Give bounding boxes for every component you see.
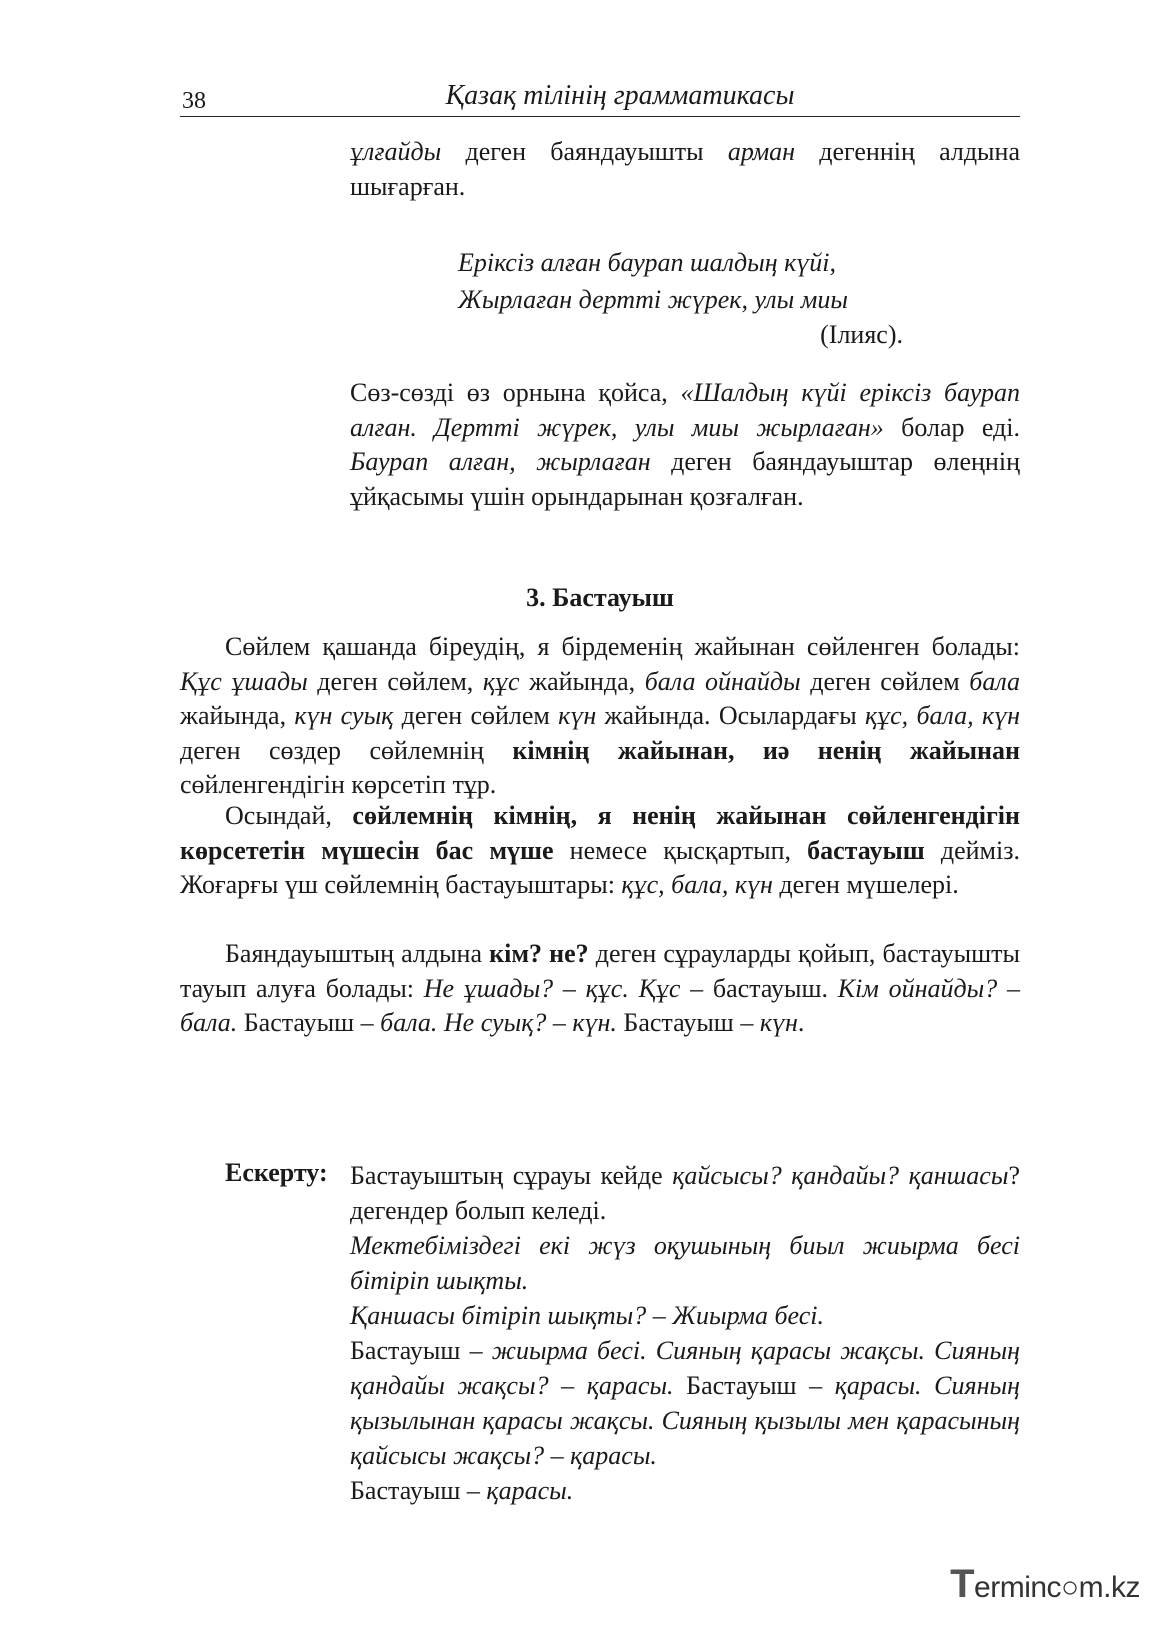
note-example: Мектебіміздегі екі жүз оқушының биыл жиырма бесі бітіріп шықты. [350, 1231, 1020, 1295]
note-body [350, 1158, 1020, 1508]
note-label: Ескерту: [225, 1158, 328, 1187]
section-heading: 3. Бастауыш [526, 583, 674, 612]
paragraph-word-order: Сөз-сөзді өз орнына қойса, «Шалдың күйі еріксіз баурап алған. Дертті жүрек, улы миы жырлаған» болар еді. Баурап алған, жырлаған деген баяндауыштар өлеңнің ұйқасымы үшін орындарынан қозғалған. [350, 378, 1020, 511]
poem-line-1: Еріксіз алған баурап шалдың күйі, [458, 248, 837, 277]
paragraph-subject-question: Баяндауыштың алдына кім? не? деген сұрауларды қойып, бастауышты тауып алуға болады: Не ұшады? – құс. Құс – бастауыш. Кім ойнайды? – бала. Бастауыш – бала. Не суық? – күн. Бастауыш – күн. [180, 939, 1020, 1037]
running-title: Қазақ тілінің грамматикасы [445, 80, 795, 111]
paragraph-predicate-move: ұлғайды деген баяндауышты арман дегеннің алдына шығарған. [350, 137, 1020, 201]
poem-author: (Ілияс). [820, 320, 903, 349]
watermark-logo: Terminc○m.kz [950, 1562, 1140, 1606]
page-number: 38 [182, 88, 206, 114]
note-example: Бастауыш – қарасы. [350, 1476, 574, 1505]
paragraph-subject-definition: Сөйлем қашанда біреудің, я бірдеменің жайынан сөйленген болады: Құс ұшады деген сөйлем, құс жайында, бала ойнайды деген сөйлем бала жайында, күн суық деген сөйлем күн жайында. Осылардағы құс, бала, күн деген сөздер сөйлемнің кімнің жайынан, иә ненің жайынан сөйленгендігін көрсетіп тұр. [180, 632, 1021, 799]
page-header [180, 78, 1020, 117]
note-line: Бастауыштың сұрауы кейде қайсысы? қандайы? қаншасы? дегендер болып келеді. [350, 1161, 1020, 1225]
note-example: Қаншасы бітіріп шықты? – Жиырма бесі. [350, 1301, 825, 1330]
paragraph-subject-term: Осындай, сөйлемнің кімнің, я ненің жайынан сөйленгендігін көрсететін мүшесін бас мүше немесе қысқартып, бастауыш дейміз. Жоғарғы үш сөйлемнің бастауыштары: құс, бала, күн деген мүшелері. [180, 801, 1020, 899]
note-example: Бастауыш – жиырма бесі. Сияның қарасы жақсы. Сияның қандайы жақсы? – қарасы. Бастауыш – қарасы. Сияның қызылынан қарасы жақсы. Сияның қызылы мен қарасының қайсысы жақсы? – қарасы. [350, 1336, 1020, 1470]
poem-quote [458, 244, 848, 318]
poem-line-2: Жырлаған дертті жүрек, улы миы [458, 285, 848, 314]
